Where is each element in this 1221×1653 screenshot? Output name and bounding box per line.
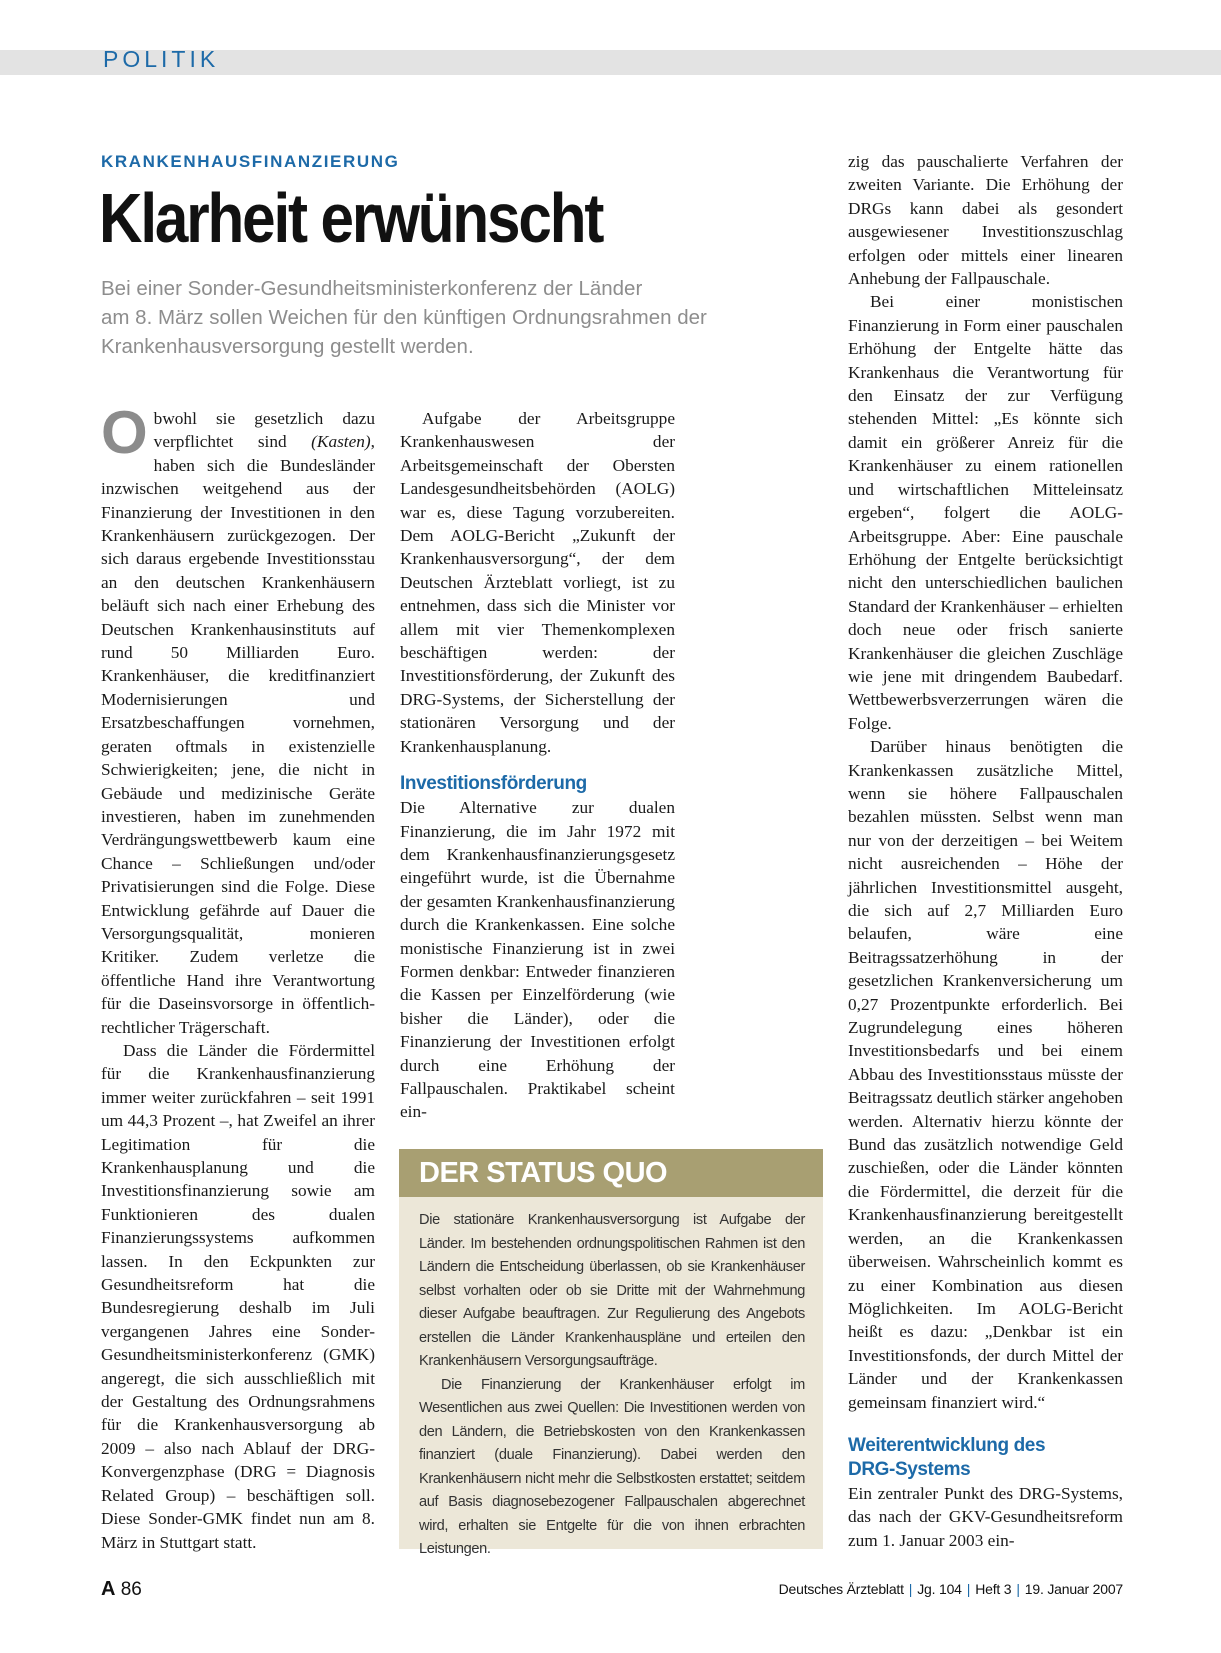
article-kicker: KRANKENHAUSFINANZIERUNG <box>101 152 400 171</box>
paragraph <box>101 399 375 1039</box>
issue-date: 19. Januar 2007 <box>1024 1581 1123 1597</box>
column-3 <box>848 150 1123 1552</box>
subheading-line: DRG-Systems <box>848 1458 971 1480</box>
page-number-value: 86 <box>120 1579 142 1600</box>
article-lead: Bei einer Sonder-Gesundheitsministerkonferenz der Länder am 8. März sollen Weichen für den künftigen Ordnungsrahmen der Krankenhausversorgung gestellt werden. <box>101 277 707 358</box>
paragraph-text: , haben sich die Bundesländer inzwischen weitgehend aus der Finanzierung der Investitionen in den Krankenhäusern zurückgezogen. Der sich daraus ergebende Investitionsstau an den deutschen Krankenhäusern beläuft sich nach einer Erhebung des Deutschen Krankenhausinstituts auf rund 50 Milliarden Euro. Krankenhäuser, die kreditfinanziert Modernisierungen und Ersatzbeschaffungen vornehmen, geraten oftmals in existenzielle Schwierigkeiten; jene, die nicht in Gebäude und medizinische Geräte investieren, haben im zunehmenden Verdrängungswettbewerb kaum eine Chance – Schließungen und/oder Privatisierungen sind die Folge. Diese Entwicklung gefährde auf Dauer die Versorgungsqualität, monieren Kritiker. Zudem verletze die öffentliche Hand ihre Verantwortung für die Daseinsvorsorge in öffentlich-rechtlicher Trägerschaft. <box>101 432 375 1037</box>
paragraph: Dass die Länder die Fördermittel für die Krankenhausfinanzierung immer weiter zurückfahren – seit 1991 um 44,3 Prozent –, hat Zweifel an ihrer Legitimation für die Krankenhausplanung und die Investitionsfinanzierung sowie am Funktionieren des dualen Finanzierungssystems aufkommen lassen. In den Eckpunkten zur Gesundheitsreform hat die Bundesregierung deshalb im Juli vergangenen Jahres eine Sonder-Gesundheitsministerkonferenz (GMK) angeregt, die sich ausschließlich mit der Gestaltung des Ordnungsrahmens für die Krankenhausversorgung ab 2009 – also nach Ablauf der DRG-Konvergenzphase (DRG = Diagnosis Related Group) – beschäftigen soll. Diese Sonder-GMK findet nun am 8. März in Stuttgart statt. <box>101 1040 375 1552</box>
paragraph: Die Alternative zur dualen Finanzierung, die im Jahr 1972 mit dem Krankenhausfinanzierungsgesetz eingeführt wurde, ist die Übernahme der gesamten Krankenhausfinanzierung durch die Krankenkassen. Eine solche monistische Finanzierung ist in zwei Formen denkbar: Entweder finanzieren die Kassen per Einzelförderung (wie bisher die Länder), oder die Finanzierung der Investitionen erfolgt durch eine Erhöhung der Fallpauschalen. Praktikabel scheint ein- <box>400 798 675 1122</box>
info-box-paragraph: Die Finanzierung der Krankenhäuser erfolgt im Wesentlichen aus zwei Quellen: Die Investitionen werden von den Ländern, die Betriebskosten von den Krankenkassen finanziert (duale Finanzierung). Dabei werden den Krankenhäusern nicht mehr die Selbstkosten erstattet; seitdem auf Basis diagnosebezogener Fallpauschalen abgerechnet wird, erhalten sie Entgelte für die von ihnen erbrachten Leistungen. <box>419 1376 805 1557</box>
subheading-drg-system <box>848 1434 1123 1482</box>
journal-name: Deutsches Ärzteblatt <box>778 1581 904 1597</box>
paragraph: Aufgabe der Arbeitsgruppe Krankenhauswesen der Arbeitsgemeinschaft der Obersten Landesgesundheitsbehörden (AOLG) war es, diese Tagung vorzubereiten. Dem AOLG-Bericht „Zukunft der Krankenhausversorgung“, der dem Deutschen Ärzteblatt vorliegt, ist zu entnehmen, dass sich die Minister vor allem mit vier Themenkomplexen beschäftigen werden: der Investitionsförderung, der Zukunft des DRG-Systems, der Sicherstellung der stationären Versorgung und der Krankenhausplanung. <box>400 409 675 756</box>
article-headline: Klarheit erwünscht <box>99 179 603 257</box>
paragraph-text: bwohl sie gesetzlich dazu verpflichtet sind <box>153 409 375 452</box>
issue: Heft 3 <box>975 1581 1012 1597</box>
page-number <box>101 1578 142 1601</box>
column-1 <box>101 399 375 1554</box>
section-label: POLITIK <box>103 46 220 72</box>
info-box-paragraph: Die stationäre Krankenhausversorgung ist Aufgabe der Länder. Im bestehenden ordnungspolitischen Rahmen ist den Ländern die Entscheidung überlassen, ob sie Krankenhäuser selbst vorhalten oder ob sie Dritte mit der Wahrnehmung dieser Aufgabe beauftragen. Zur Regulierung des Angebots erstellen die Länder Krankenhauspläne und erteilen den Krankenhäusern Versorgungsaufträge. <box>419 1212 805 1369</box>
paragraph: Darüber hinaus benötigten die Krankenkassen zusätzliche Mittel, wenn sie höhere Fallpauschalen bezahlen müssten. Selbst wenn man nur von der derzeitigen – bei Weitem nicht ausreichenden – Höhe der jährlichen Investitionsmittel ausgeht, die sich auf 2,7 Milliarden Euro belaufen, wäre eine Beitragssatzerhöhung in der gesetzlichen Krankenversicherung um 0,27 Prozentpunkte erforderlich. Bei Zugrundelegung eines höheren Investitionsbedarfs und bei einem Abbau des Investitionsstaus müsste der Beitragssatz deutlich stärker angehoben werden. Alternativ hierzu könnte der Bund das zusätzlich notwendige Geld zuschießen, oder die Länder könnten die Fördermittel, die derzeit für die Krankenhausfinanzierung bereitgestellt werden, an die Krankenkassen überweisen. Wahrscheinlich kommt es zu einer Kombination aus diesen Möglichkeiten. Im AOLG-Bericht heißt es dazu: „Denkbar ist ein Investitionsfonds, der durch Mittel der Länder und der Krankenkassen gemeinsam finanziert wird.“ <box>848 737 1123 1412</box>
subheading-investitionsfoerderung: Investitionsförderung <box>400 773 587 795</box>
info-box <box>399 1149 823 1557</box>
column-2 <box>400 407 675 1124</box>
paragraph: zig das pauschalierte Verfahren der zweiten Variante. Die Erhöhung der DRGs kann dabei als gesondert ausgewiesener Investitionszuschlag erfolgen oder mittels einer linearen Anhebung der Fallpauschale. <box>848 152 1123 289</box>
paragraph: Bei einer monistischen Finanzierung in Form einer pauschalen Erhöhung der Entgelte hätte das Krankenhaus die Verantwortung für den Einsatz der zur Verfügung stehenden Mittel: „Es könnte sich damit ein größerer Anreiz für die Krankenhäuser zu einem rationellen und wirtschaftlichen Mitteleinsatz ergeben“, folgert die AOLG-Arbeitsgruppe. Aber: Eine pauschale Erhöhung der Entgelte berücksichtigt nicht den unterschiedlichen baulichen Standard der Krankenhäuser – erhielten doch neue oder frisch sanierte Krankenhäuser die gleichen Zuschläge wie jene mit dringendem Baubedarf. Wettbewerbsverzerrungen wären die Folge. <box>848 292 1123 733</box>
separator: | <box>966 1581 971 1597</box>
paragraph: Ein zentraler Punkt des DRG-Systems, das nach der GKV-Gesundheitsreform zum 1. Januar 2003 ein- <box>848 1483 1123 1550</box>
subheading-line: Weiterentwicklung des <box>848 1434 1046 1456</box>
publication-info <box>779 1581 1123 1597</box>
separator: | <box>1016 1581 1020 1597</box>
page-prefix: A <box>101 1578 116 1600</box>
drop-cap: O <box>101 399 148 466</box>
info-box-body <box>399 1197 823 1562</box>
volume: Jg. 104 <box>917 1581 962 1597</box>
kasten-reference: (Kasten) <box>311 432 371 452</box>
separator: | <box>908 1581 913 1597</box>
info-box-title: DER STATUS QUO <box>399 1149 823 1197</box>
